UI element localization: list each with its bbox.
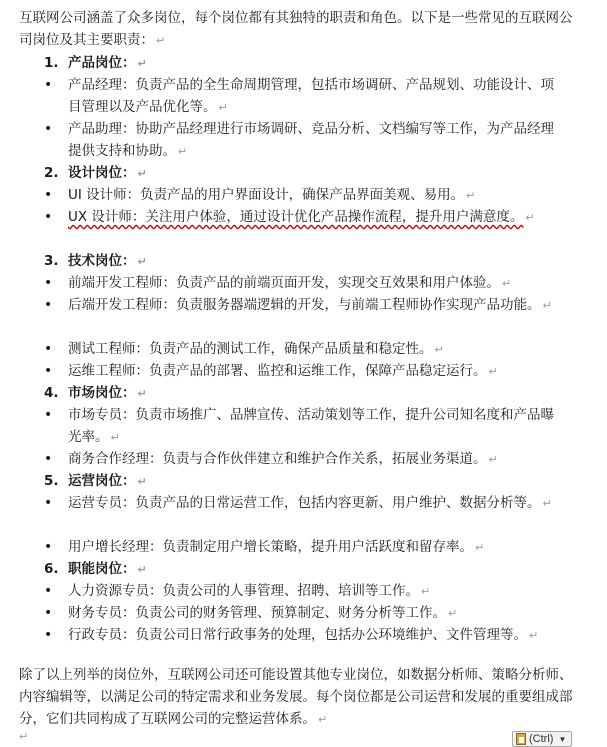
heading-number: 2. bbox=[44, 165, 59, 181]
bullet-icon: • bbox=[44, 341, 53, 357]
list-item bbox=[44, 74, 564, 119]
paragraph-mark: ↵ bbox=[525, 211, 535, 224]
paragraph-mark: ↵ bbox=[137, 563, 147, 576]
heading-number: 3. bbox=[44, 253, 59, 269]
chevron-down-icon: ▼ bbox=[558, 734, 567, 744]
bullet-icon: • bbox=[44, 121, 53, 137]
paragraph-mark: ↵ bbox=[137, 387, 147, 400]
paragraph-mark: ↵ bbox=[488, 365, 498, 378]
item-text: 产品经理：负责产品的全生命周期管理，包括市场调研、产品规划、功能设计、项目管理以及产品优化等。 bbox=[68, 77, 554, 115]
list-item bbox=[44, 536, 564, 559]
list-item bbox=[44, 602, 564, 625]
bullet-icon: • bbox=[44, 407, 53, 423]
list-item bbox=[44, 184, 564, 207]
bullet-icon: • bbox=[44, 451, 53, 467]
bullet-icon: • bbox=[44, 605, 53, 621]
paragraph-mark: ↵ bbox=[137, 475, 147, 488]
paragraph-mark: ↵ bbox=[421, 585, 431, 598]
list-item bbox=[44, 624, 564, 647]
paragraph-mark: ↵ bbox=[110, 431, 120, 444]
paragraph-mark: ↵ bbox=[542, 497, 552, 510]
paragraph-mark: ↵ bbox=[318, 713, 328, 726]
intro-text: 互联网公司涵盖了众多岗位，每个岗位都有其独特的职责和角色。以下是一些常见的互联网公司岗位及其主要职责： bbox=[19, 10, 573, 48]
list-item bbox=[44, 360, 564, 383]
section-heading-tech bbox=[44, 250, 147, 273]
item-text: 后端开发工程师：负责服务器端逻辑的开发，与前端工程师协作实现产品功能。 bbox=[68, 297, 541, 313]
paragraph-mark: ↵ bbox=[218, 101, 228, 114]
item-text: 运维工程师：负责产品的部署、监控和运维工作，保障产品稳定运行。 bbox=[68, 363, 487, 379]
paragraph-mark: ↵ bbox=[434, 343, 444, 356]
bullet-icon: • bbox=[44, 495, 53, 511]
heading-number: 4. bbox=[44, 385, 59, 401]
bullet-icon: • bbox=[44, 187, 53, 203]
item-text: UX 设计师：关注用户体验，通过设计优化产品操作流程，提升用户满意度。 bbox=[68, 209, 524, 225]
section-heading-product bbox=[44, 52, 147, 75]
item-text: 运营专员：负责产品的日常运营工作，包括内容更新、用户维护、数据分析等。 bbox=[68, 495, 541, 511]
closing-text: 除了以上列举的岗位外，互联网公司还可能设置其他专业岗位，如数据分析师、策略分析师、内容编辑等，以满足公司的特定需求和业务发展。每个岗位都是公司运营和发展的重要组成部分，它们共同构成了互联网公司的完整运营体系。 bbox=[19, 667, 573, 727]
heading-title: 运营岗位： bbox=[68, 473, 136, 489]
closing-paragraph bbox=[19, 664, 579, 731]
paragraph-mark: ↵ bbox=[137, 167, 147, 180]
paragraph-mark: ↵ bbox=[502, 277, 512, 290]
bullet-icon: • bbox=[44, 627, 53, 643]
clipboard-paste-icon bbox=[516, 733, 526, 745]
paragraph-mark: ↵ bbox=[466, 189, 476, 202]
bullet-icon: • bbox=[44, 539, 53, 555]
heading-title: 市场岗位： bbox=[68, 385, 136, 401]
bullet-icon: • bbox=[44, 209, 53, 225]
heading-title: 技术岗位： bbox=[68, 253, 136, 269]
list-item bbox=[44, 206, 564, 229]
paragraph-mark: ↵ bbox=[137, 255, 147, 268]
paragraph-mark: ↵ bbox=[448, 607, 458, 620]
list-item bbox=[44, 448, 564, 471]
list-item bbox=[44, 118, 564, 163]
item-text: 市场专员：负责市场推广、品牌宣传、活动策划等工作，提升公司知名度和产品曝光率。 bbox=[68, 407, 554, 445]
bullet-icon: • bbox=[44, 275, 53, 291]
item-text: 前端开发工程师：负责产品的前端页面开发，实现交互效果和用户体验。 bbox=[68, 275, 500, 291]
bullet-icon: • bbox=[44, 583, 53, 599]
section-heading-operations bbox=[44, 470, 147, 493]
bullet-icon: • bbox=[44, 363, 53, 379]
list-item bbox=[44, 404, 564, 449]
item-text: 用户增长经理：负责制定用户增长策略，提升用户活跃度和留存率。 bbox=[68, 539, 473, 555]
paragraph-mark: ↵ bbox=[542, 299, 552, 312]
item-text: 商务合作经理：负责与合作伙伴建立和维护合作关系，拓展业务渠道。 bbox=[68, 451, 487, 467]
paragraph-mark: ↵ bbox=[529, 629, 539, 642]
paste-options-label: (Ctrl) bbox=[529, 733, 554, 745]
heading-number: 5. bbox=[44, 473, 59, 489]
list-item bbox=[44, 338, 564, 361]
bullet-icon: • bbox=[44, 77, 53, 93]
list-item bbox=[44, 294, 564, 317]
item-text: 行政专员：负责公司日常行政事务的处理，包括办公环境维护、文件管理等。 bbox=[68, 627, 527, 643]
item-text: 财务专员：负责公司的财务管理、预算制定、财务分析等工作。 bbox=[68, 605, 446, 621]
item-text: UI 设计师：负责产品的用户界面设计，确保产品界面美观、易用。 bbox=[68, 187, 465, 203]
heading-number: 1. bbox=[44, 55, 59, 71]
paragraph-mark: ↵ bbox=[178, 145, 188, 158]
heading-title: 职能岗位： bbox=[68, 561, 136, 577]
intro-paragraph bbox=[19, 7, 579, 52]
bullet-icon: • bbox=[44, 297, 53, 313]
item-text: 测试工程师：负责产品的测试工作，确保产品质量和稳定性。 bbox=[68, 341, 433, 357]
paragraph-mark: ↵ bbox=[475, 541, 485, 554]
item-text: 人力资源专员：负责公司的人事管理、招聘、培训等工作。 bbox=[68, 583, 419, 599]
section-heading-functions bbox=[44, 558, 147, 581]
section-heading-marketing bbox=[44, 382, 147, 405]
paragraph-mark: ↵ bbox=[156, 34, 166, 47]
list-item bbox=[44, 272, 564, 295]
list-item bbox=[44, 580, 564, 603]
item-text: 产品助理：协助产品经理进行市场调研、竞品分析、文档编写等工作，为产品经理提供支持和协助。 bbox=[68, 121, 554, 159]
heading-title: 设计岗位： bbox=[68, 165, 136, 181]
list-item bbox=[44, 492, 564, 515]
section-heading-design bbox=[44, 162, 147, 185]
heading-title: 产品岗位： bbox=[68, 55, 136, 71]
paragraph-mark: ↵ bbox=[488, 453, 498, 466]
paragraph-mark: ↵ bbox=[137, 57, 147, 70]
heading-number: 6. bbox=[44, 561, 59, 577]
empty-paragraph-mark: ↵ bbox=[19, 730, 29, 743]
